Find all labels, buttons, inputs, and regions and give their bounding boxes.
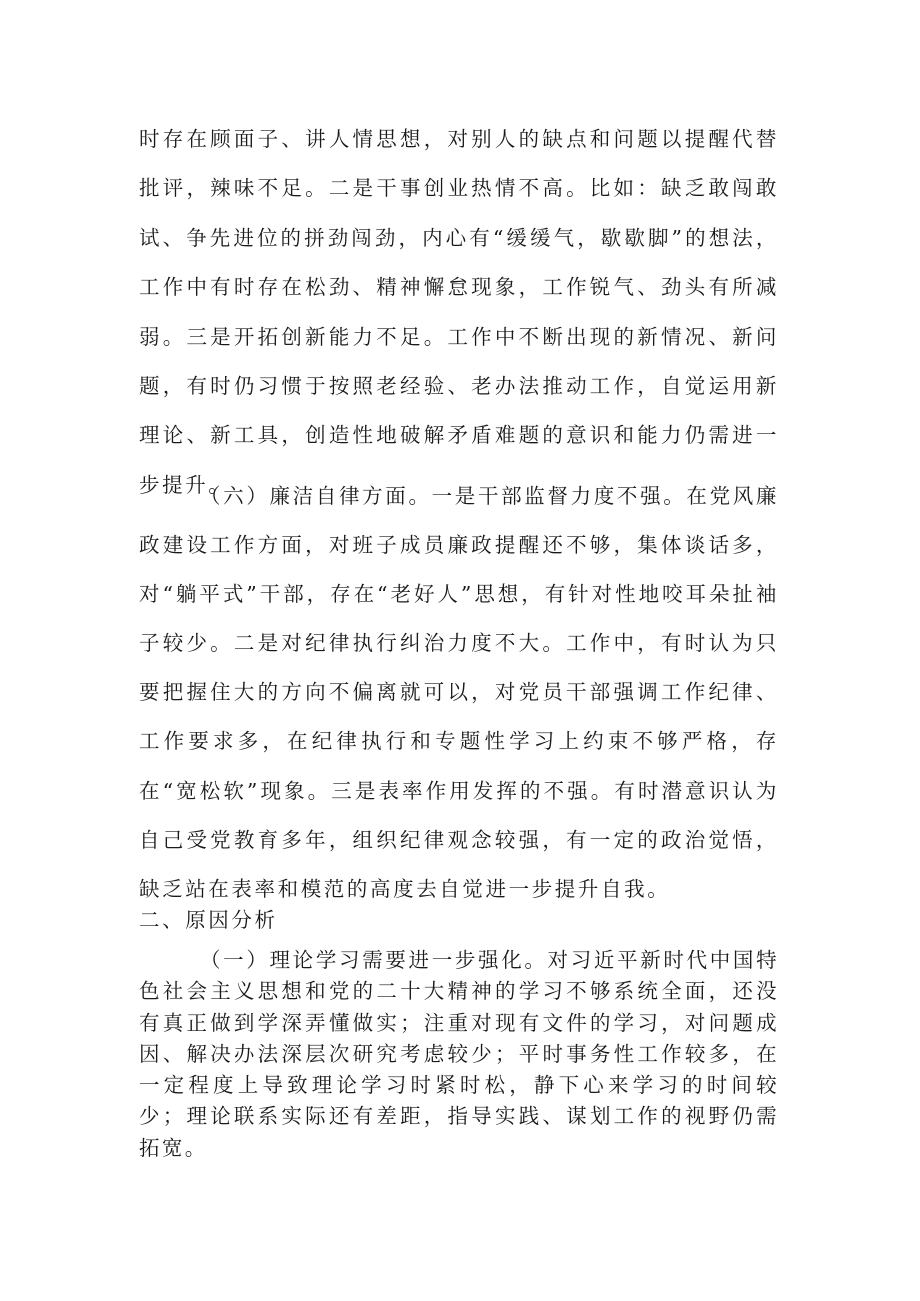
paragraph-theory-study: （一）理论学习需要进一步强化。对习近平新时代中国特色社会主义思想和党的二十大精神的学习不够系统全面，还没有真正做到学深弄懂做实；注重对现有文件的学习，对问题成因、解决办法深层次研究考虑较少；平时事务性工作较多，在一定程度上导致理论学习时紧时松，静下心来学习的时间较少；理论联系实际还有差距，指导实践、谋划工作的视野仍需拓宽。 [139,948,779,1160]
section-heading-cause-analysis: 二、原因分析 [139,908,278,932]
paragraph-integrity-self-discipline: （六）廉洁自律方面。一是干部监督力度不强。在党风廉政建设工作方面，对班子成员廉政提醒还不够，集体谈话多，对“躺平式”干部，存在“老好人”思想，有针对性地咬耳朵扯袖子较少。二是对纪律执行纠治力度不大。工作中，有时认为只要把握住大的方向不偏离就可以，对党员干部强调工作纪律、工作要求多，在纪律执行和专题性学习上约束不够严格，存在“宽松软”现象。三是表率作用发挥的不强。有时潜意识认为自己受党教育多年，组织纪律观念较强，有一定的政治觉悟，缺乏站在表率和模范的高度去自觉进一步提升自我。 [139,484,779,901]
paragraph-continuation: 时存在顾面子、讲人情思想，对别人的缺点和问题以提醒代替批评，辣味不足。二是干事创业热情不高。比如：缺乏敢闯敢试、争先进位的拼劲闯劲，内心有“缓缓气，歇歇脚”的想法，工作中有时存在松劲、精神懈怠现象，工作锐气、劲头有所减弱。三是开拓创新能力不足。工作中不断出现的新情况、新问题，有时仍习惯于按照老经验、老办法推动工作，自觉运用新理论、新工具，创造性地破解矛盾难题的意识和能力仍需进一步提升。 [139,127,779,497]
